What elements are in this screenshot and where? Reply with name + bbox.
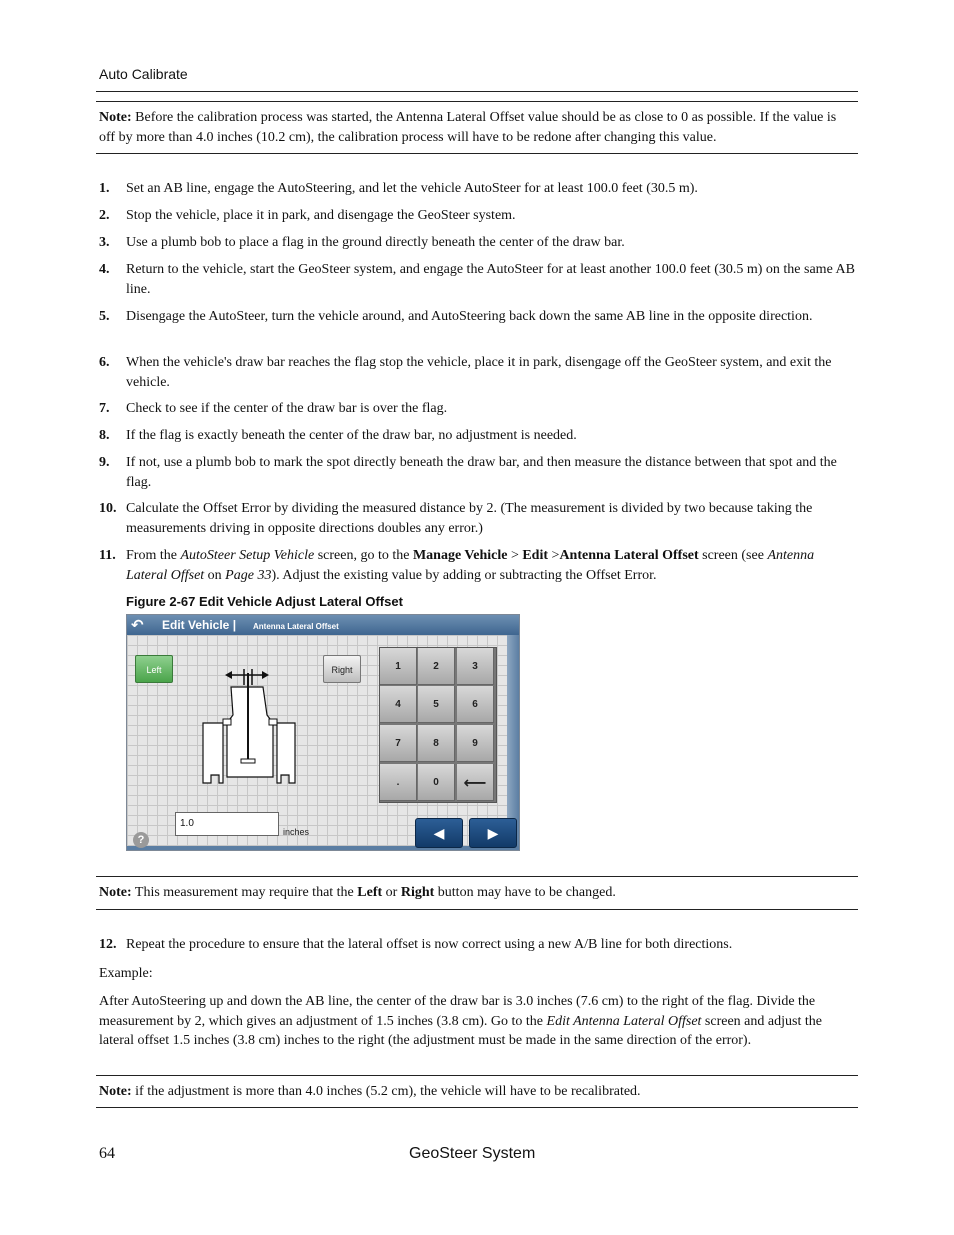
- backspace-key-icon[interactable]: ⟵: [457, 764, 494, 801]
- step-text: Repeat the procedure to ensure that the lateral offset is now correct using a new A/B line for both directions.: [126, 937, 733, 952]
- key-7[interactable]: 7: [380, 725, 417, 762]
- edit-vehicle-screen: [126, 614, 520, 851]
- step-text: Return to the vehicle, start the GeoSteer system, and engage the AutoSteer for at least another 100.0 feet (30.5 m) on the same AB line.: [126, 262, 855, 297]
- note-label: Note:: [99, 885, 132, 900]
- step-text: Disengage the AutoSteer, turn the vehicle around, and AutoSteering back down the same AB line in the opposite direction.: [126, 309, 813, 324]
- note-label: Note:: [99, 110, 132, 125]
- key-6[interactable]: 6: [457, 686, 494, 723]
- vehicle-diagram-icon: [197, 665, 301, 789]
- key-3[interactable]: 3: [457, 648, 494, 685]
- note-top-rule: [96, 1075, 858, 1076]
- offset-value-input[interactable]: 1.0: [175, 812, 279, 836]
- reference-screen: AutoSteer Setup Vehicle: [180, 548, 315, 563]
- cross-reference: Antenna Lateral Offset: [126, 548, 815, 583]
- numeric-keypad: [379, 647, 497, 803]
- note-top-rule: [96, 876, 858, 877]
- screen-reference: Edit Antenna Lateral Offset: [546, 1013, 702, 1029]
- key-decimal[interactable]: .: [380, 764, 417, 801]
- step-text: From the AutoSteer Setup Vehicle screen, go to the Manage Vehicle > Edit >Antenna Lateral Offset screen (see Antenna Lateral Offset on Page 33). Adjust the existing value by adding or subtracting the Offset Error.: [126, 548, 815, 583]
- step-text: Check to see if the center of the draw bar is over the flag.: [126, 401, 448, 416]
- step-number: 3.: [99, 235, 110, 250]
- step-text: If not, use a plumb bob to mark the spot directly beneath the draw bar, and then measure the distance between that spot and the flag.: [126, 455, 837, 490]
- step-number: 9.: [99, 455, 110, 470]
- note-bottom-rule: [96, 1107, 858, 1108]
- menu-path-manage-vehicle: Manage Vehicle: [412, 548, 508, 563]
- note-top-rule: [96, 101, 858, 102]
- step-number: 8.: [99, 428, 110, 443]
- note-label: Note:: [99, 1084, 132, 1099]
- left-button[interactable]: Left: [135, 655, 173, 683]
- step-text: If the flag is exactly beneath the center of the draw bar, no adjustment is needed.: [126, 428, 577, 443]
- next-arrow-button[interactable]: ▶: [469, 818, 517, 848]
- help-icon[interactable]: ?: [133, 832, 149, 848]
- key-1[interactable]: 1: [380, 648, 417, 685]
- figure-caption: Figure 2-67 Edit Vehicle Adjust Lateral Offset: [126, 594, 403, 609]
- step-number: 11.: [99, 548, 116, 563]
- step-number: 6.: [99, 355, 110, 370]
- left-term: Left: [357, 885, 383, 900]
- header-rule: [96, 91, 858, 92]
- key-5[interactable]: 5: [418, 686, 455, 723]
- right-term: Right: [400, 885, 435, 900]
- step-text: Calculate the Offset Error by dividing the measured distance by 2. (The measurement is divided by two because taking the measurements driving in opposite directions doubles any error.): [126, 501, 813, 536]
- right-button[interactable]: Right: [323, 655, 361, 683]
- step-number: 7.: [99, 401, 110, 416]
- step-number: 12.: [99, 937, 117, 952]
- page-reference: Page 33: [225, 567, 272, 583]
- step-text: Use a plumb bob to place a flag in the ground directly beneath the center of the draw bar.: [126, 235, 625, 250]
- running-header: Auto Calibrate: [99, 66, 188, 82]
- page-number: 64: [99, 1145, 115, 1162]
- key-9[interactable]: 9: [457, 725, 494, 762]
- example-label: Example:: [99, 966, 153, 981]
- previous-arrow-button[interactable]: ◀: [415, 818, 463, 848]
- note-text: if the adjustment is more than 4.0 inches (5.2 cm), the vehicle will have to be recalibrated.: [131, 1084, 641, 1099]
- example-paragraph: After AutoSteering up and down the AB line, the center of the draw bar is 3.0 inches (7.6 cm) to the right of the flag. Divide the measurement by 2, which gives an adjustment of 1.5 inches (3.8 cm). Go to the Edit Antenna Lateral Offset screen and adjust the lateral offset 1.5 inches (3.8 cm) inches to the right (the adjustment must be made in the same direction of the error).: [99, 994, 822, 1048]
- key-8[interactable]: 8: [418, 725, 455, 762]
- step-number: 1.: [99, 181, 110, 196]
- step-text: Stop the vehicle, place it in park, and disengage the GeoSteer system.: [126, 208, 516, 223]
- note-calibration-warning: [99, 108, 849, 147]
- step-text: When the vehicle's draw bar reaches the flag stop the vehicle, place it in park, disengage off the GeoSteer system, and exit the vehicle.: [126, 355, 832, 390]
- step-text: Set an AB line, engage the AutoSteering, and let the vehicle AutoSteer for at least 100.0 feet (30.5 m).: [126, 181, 698, 196]
- note-recalibrate: [99, 1082, 849, 1102]
- menu-path-edit: Edit: [522, 548, 549, 563]
- step-number: 4.: [99, 262, 110, 277]
- note-bottom-rule: [96, 909, 858, 910]
- screen-subtitle: Antenna Lateral Offset: [253, 622, 339, 631]
- unit-label: inches: [283, 827, 310, 837]
- note-left-right: Note: This measurement may require that the Left or Right button may have to be changed.: [99, 885, 616, 900]
- key-4[interactable]: 4: [380, 686, 417, 723]
- note-bottom-rule: [96, 153, 858, 154]
- key-0[interactable]: 0: [418, 764, 455, 801]
- footer-title: GeoSteer System: [409, 1145, 536, 1162]
- step-number: 2.: [99, 208, 110, 223]
- key-2[interactable]: 2: [418, 648, 455, 685]
- screen-title: Edit Vehicle |: [162, 618, 237, 632]
- back-arrow-icon[interactable]: ↶: [131, 616, 144, 634]
- step-number: 10.: [99, 501, 117, 516]
- menu-path-antenna-lateral-offset: Antenna Lateral Offset: [559, 548, 699, 563]
- step-number: 5.: [99, 309, 110, 324]
- note-text: Before the calibration process was started, the Antenna Lateral Offset value should be as close to 0 as possible. If the value is off by more than 4.0 inches (10.2 cm), the calibration process will have to be redone after changing this value.: [99, 110, 837, 145]
